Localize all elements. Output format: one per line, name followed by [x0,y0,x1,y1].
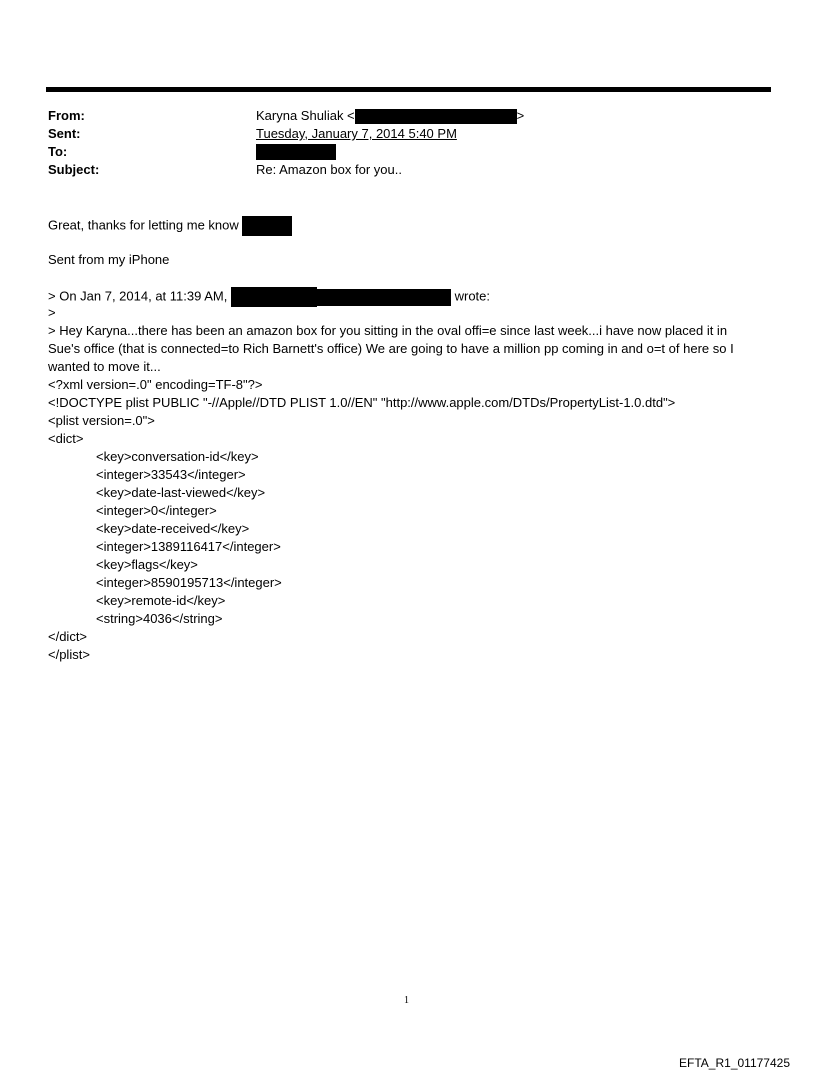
dict-line: <integer>0</integer> [96,503,217,518]
dict-line: <integer>1389116417</integer> [96,539,281,554]
page-number: 1 [404,995,409,1006]
bates-number: EFTA_R1_01177425 [679,1056,790,1070]
from-label: From: [48,108,85,123]
message-line-2: Sue's office (that is connected=to Rich Barnett's office) We are going to have a million pp coming in and o=t of here so I [48,341,734,356]
header-rule [46,87,771,92]
to-value [256,143,336,160]
subject-value: Re: Amazon box for you.. [256,162,402,177]
to-label: To: [48,144,68,159]
body-text: Great, thanks for letting me know [48,217,239,233]
sent-value: Tuesday, January 7, 2014 5:40 PM [256,126,457,141]
sent-label: Sent: [48,126,81,141]
redaction-block [355,109,517,124]
dict-line: <string>4036</string> [96,611,223,626]
dict-line: <key>date-last-viewed</key> [96,485,266,500]
redaction-block [317,289,451,306]
redaction-block [231,287,317,307]
dict-line: <integer>33543</integer> [96,467,246,482]
redaction-block [256,144,336,160]
redaction-block [242,216,292,236]
quote-gt: > [48,305,56,320]
message-line-3: wanted to move it... [48,359,161,374]
body-line-1 [48,216,292,236]
xml-doctype: <!DOCTYPE plist PUBLIC "-//Apple//DTD PLIST 1.0//EN" "http://www.apple.com/DTDs/PropertyList-1.0.dtd"> [48,395,676,410]
xml-dict-open: <dict> [48,431,84,446]
from-close: > [516,108,525,123]
quote-prefix: > On Jan 7, 2014, at 11:39 AM, [48,288,228,304]
dict-line: <key>date-received</key> [96,521,250,536]
xml-plist-close: </plist> [48,647,90,662]
xml-dict-close: </dict> [48,629,88,644]
dict-line: <key>remote-id</key> [96,593,226,608]
from-name: Karyna Shuliak < [256,108,355,123]
quote-header [48,287,490,307]
dict-line: <key>conversation-id</key> [96,449,259,464]
message-line-1: > Hey Karyna...there has been an amazon box for you sitting in the oval offi=e since last week...i have now placed it in [48,323,728,338]
dict-line: <integer>8590195713</integer> [96,575,282,590]
from-value [256,108,524,124]
xml-declaration: <?xml version=.0" encoding=TF-8"?> [48,377,263,392]
dict-line: <key>flags</key> [96,557,198,572]
subject-label: Subject: [48,162,100,177]
xml-plist-open: <plist version=.0"> [48,413,155,428]
body-line-2: Sent from my iPhone [48,252,170,267]
quote-suffix: wrote: [454,288,491,304]
